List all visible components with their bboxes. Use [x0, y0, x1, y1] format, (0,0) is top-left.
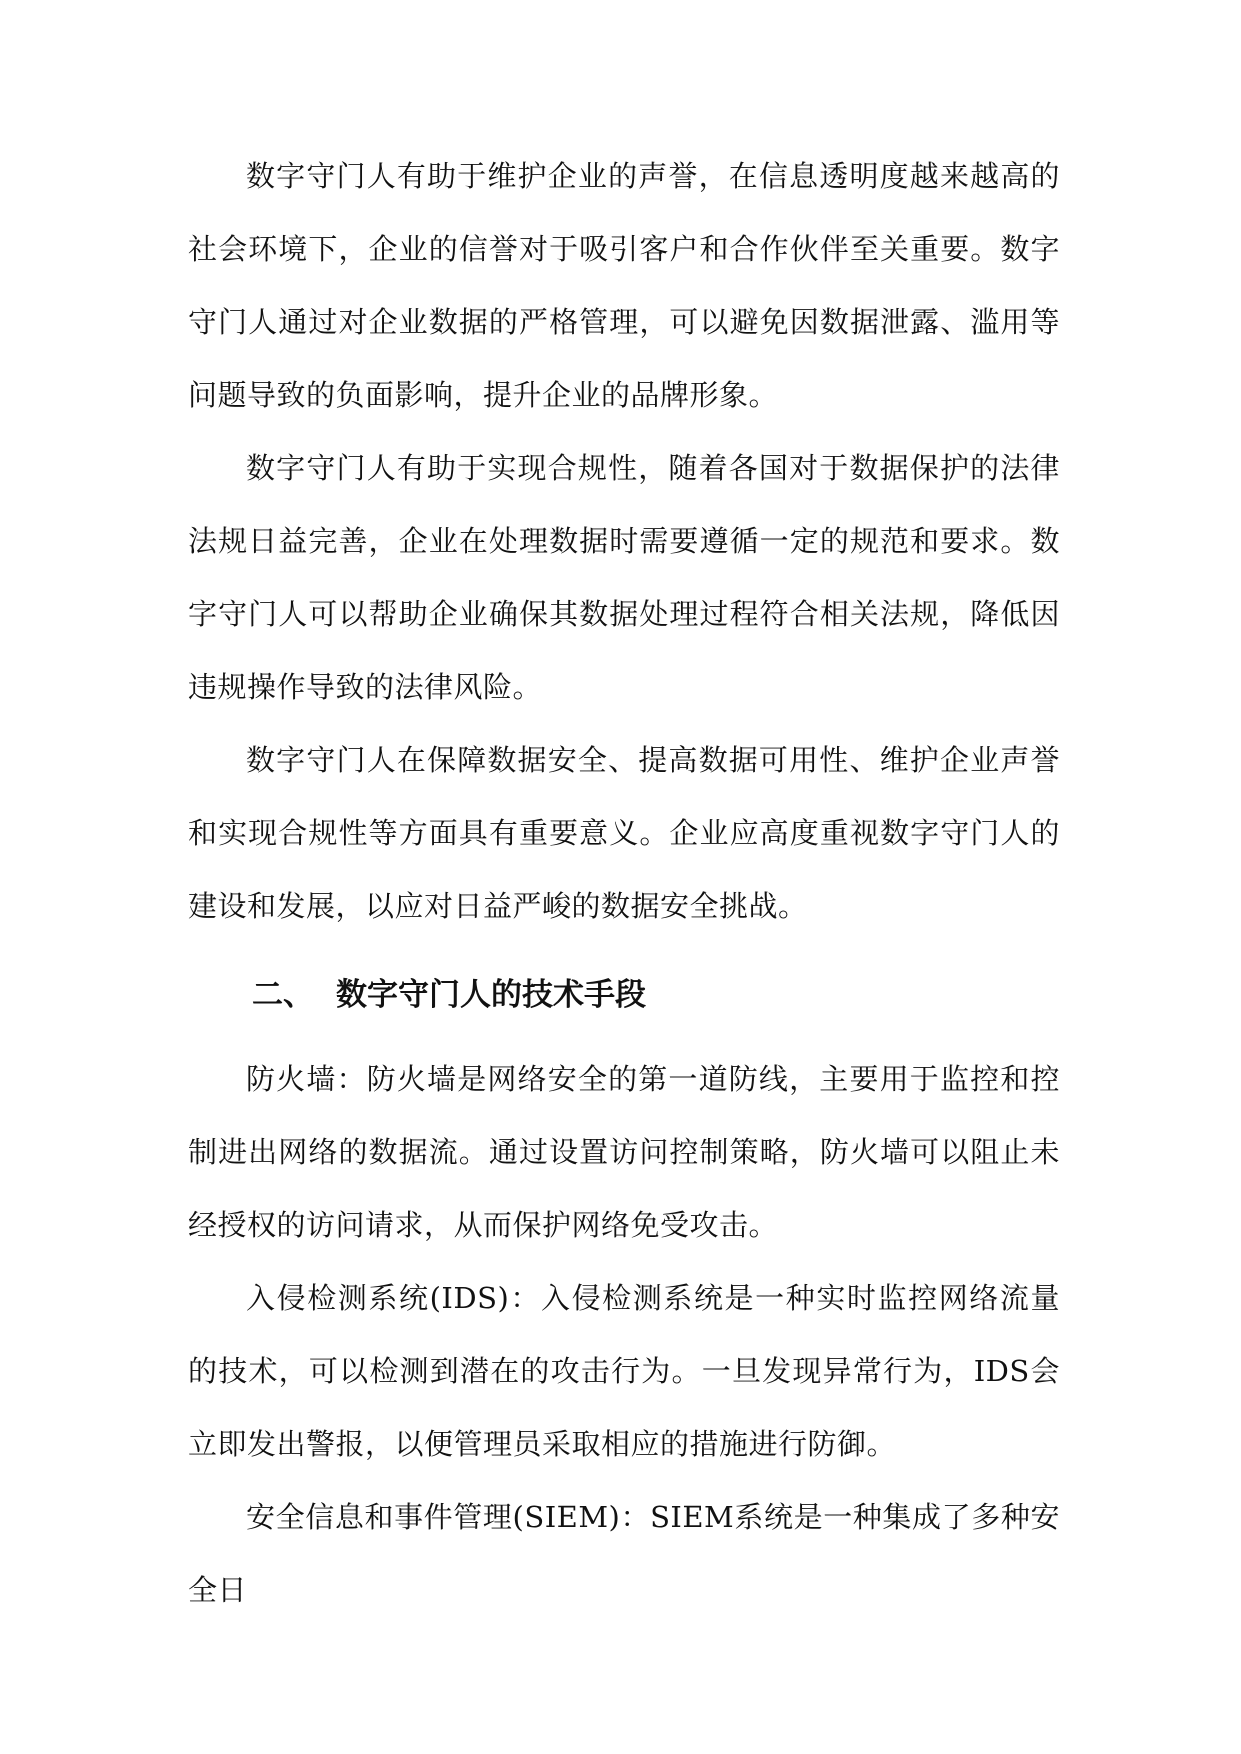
section-number: 二、: [252, 977, 314, 1013]
paragraph-summary: 数字守门人在保障数据安全、提高数据可用性、维护企业声誉和实现合规性等方面具有重要意义。企业应高度重视数字守门人的建设和发展，以应对日益严峻的数据安全挑战。: [188, 743, 1060, 923]
section-title: 数字守门人的技术手段: [336, 977, 646, 1013]
section-heading: [188, 943, 1060, 1043]
paragraph-reputation: 数字守门人有助于维护企业的声誉，在信息透明度越来越高的社会环境下，企业的信誉对于吸引客户和合作伙伴至关重要。数字守门人通过对企业数据的严格管理，可以避免因数据泄露、滥用等问题导致的负面影响，提升企业的品牌形象。: [188, 159, 1060, 412]
paragraph-firewall: 防火墙：防火墙是网络安全的第一道防线，主要用于监控和控制进出网络的数据流。通过设置访问控制策略，防火墙可以阻止未经授权的访问请求，从而保护网络免受攻击。: [188, 1062, 1060, 1242]
page-content: [188, 140, 1060, 1627]
paragraph-ids: 入侵检测系统(IDS)：入侵检测系统是一种实时监控网络流量的技术，可以检测到潜在的攻击行为。一旦发现异常行为，IDS会立即发出警报，以便管理员采取相应的措施进行防御。: [188, 1281, 1060, 1461]
paragraph-compliance: 数字守门人有助于实现合规性，随着各国对于数据保护的法律法规日益完善，企业在处理数据时需要遵循一定的规范和要求。数字守门人可以帮助企业确保其数据处理过程符合相关法规，降低因违规操作导致的法律风险。: [188, 451, 1060, 704]
paragraph-siem: 安全信息和事件管理(SIEM)：SIEM系统是一种集成了多种安全日: [188, 1500, 1060, 1607]
